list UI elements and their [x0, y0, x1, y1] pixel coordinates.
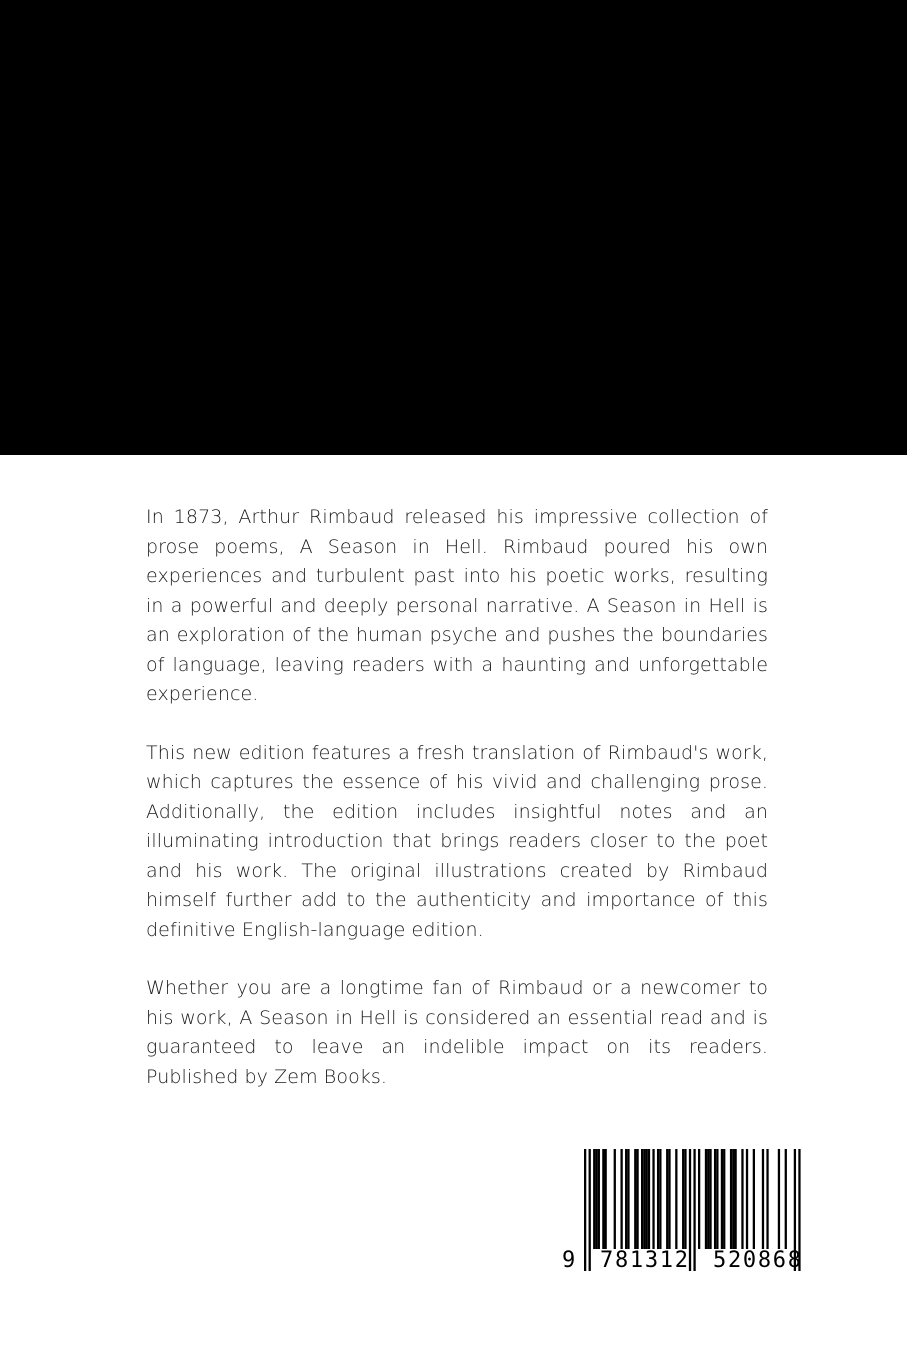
barcode-bar [723, 1149, 725, 1249]
isbn-left-group: 781312 [600, 1248, 688, 1273]
barcode-bar [646, 1149, 648, 1249]
barcode-bar [648, 1149, 650, 1249]
barcode-bar [709, 1149, 711, 1249]
blurb-paragraph-3: Whether you are a longtime fan of Rimbaud or a newcomer to his work, A Season in Hell is considered an essential read and is guaranteed to leave an indelible impact on its readers. Published by Zem Books. [146, 977, 768, 1088]
barcode-bar [641, 1149, 643, 1249]
barcode-bar [762, 1149, 764, 1249]
barcode-bar [668, 1149, 670, 1249]
barcode-bar [675, 1149, 677, 1249]
barcode-bar [636, 1149, 638, 1249]
cover-black-band [0, 0, 907, 455]
isbn-right-group: 520868 [713, 1248, 801, 1273]
barcode-bar [753, 1149, 755, 1249]
barcode-bar [614, 1149, 616, 1249]
barcode-bar [721, 1149, 723, 1249]
barcode-bar [643, 1149, 645, 1249]
barcode-bar [741, 1149, 743, 1249]
barcode-bar [705, 1149, 707, 1249]
barcode-bar [593, 1149, 595, 1249]
barcode-bar [778, 1149, 780, 1249]
barcode-bar [627, 1149, 629, 1249]
barcode-bar [714, 1149, 716, 1249]
barcode-bar [657, 1149, 659, 1249]
back-cover-blurb [146, 503, 768, 1121]
barcode-bar [766, 1149, 768, 1249]
barcode-bar [684, 1149, 686, 1249]
barcode-bar [746, 1149, 748, 1249]
barcode-bar [652, 1149, 654, 1249]
barcode-bar [605, 1149, 607, 1249]
barcode-guard-bar [589, 1149, 591, 1271]
barcode-guard-bar [689, 1149, 691, 1271]
barcode-bar [602, 1149, 604, 1249]
barcode-guard-bar [693, 1149, 695, 1271]
barcode-bar [595, 1149, 597, 1249]
barcode-guard-bar [584, 1149, 586, 1271]
barcode-bar [707, 1149, 709, 1249]
barcode-bar [625, 1149, 627, 1249]
barcode-bar [620, 1149, 622, 1249]
barcode-bar [730, 1149, 732, 1249]
barcode-bar [785, 1149, 787, 1249]
isbn-barcode [560, 1146, 826, 1276]
barcode-bar [734, 1149, 736, 1249]
blurb-paragraph-1: In 1873, Arthur Rimbaud released his impressive collection of prose poems, A Season in Hell. Rimbaud poured his own experiences and turbulent past into his poetic works, resulting in a powerful and deeply personal narrative. A Season in Hell is an exploration of the human psyche and pushes the boundaries of language, leaving readers with a haunting and unforgettable experience. [146, 506, 768, 705]
barcode-bar [732, 1149, 734, 1249]
barcode-bar [682, 1149, 684, 1249]
barcode-bar [634, 1149, 636, 1249]
barcode-bar [598, 1149, 600, 1249]
barcode-bar [659, 1149, 661, 1249]
isbn-lead-digit: 9 [562, 1248, 576, 1273]
barcode-bar [716, 1149, 718, 1249]
blurb-paragraph-2: This new edition features a fresh translation of Rimbaud's work, which captures the essence of his vivid and challenging prose. Additionally, the edition includes insightful notes and an illuminating introduction that brings readers closer to the poet and his work. The original illustrations created by Rimbaud himself further add to the authenticity and importance of this definitive English-language edition. [146, 741, 768, 941]
barcode-graphic [560, 1146, 826, 1276]
barcode-bar [666, 1149, 668, 1249]
barcode-bar [698, 1149, 700, 1249]
